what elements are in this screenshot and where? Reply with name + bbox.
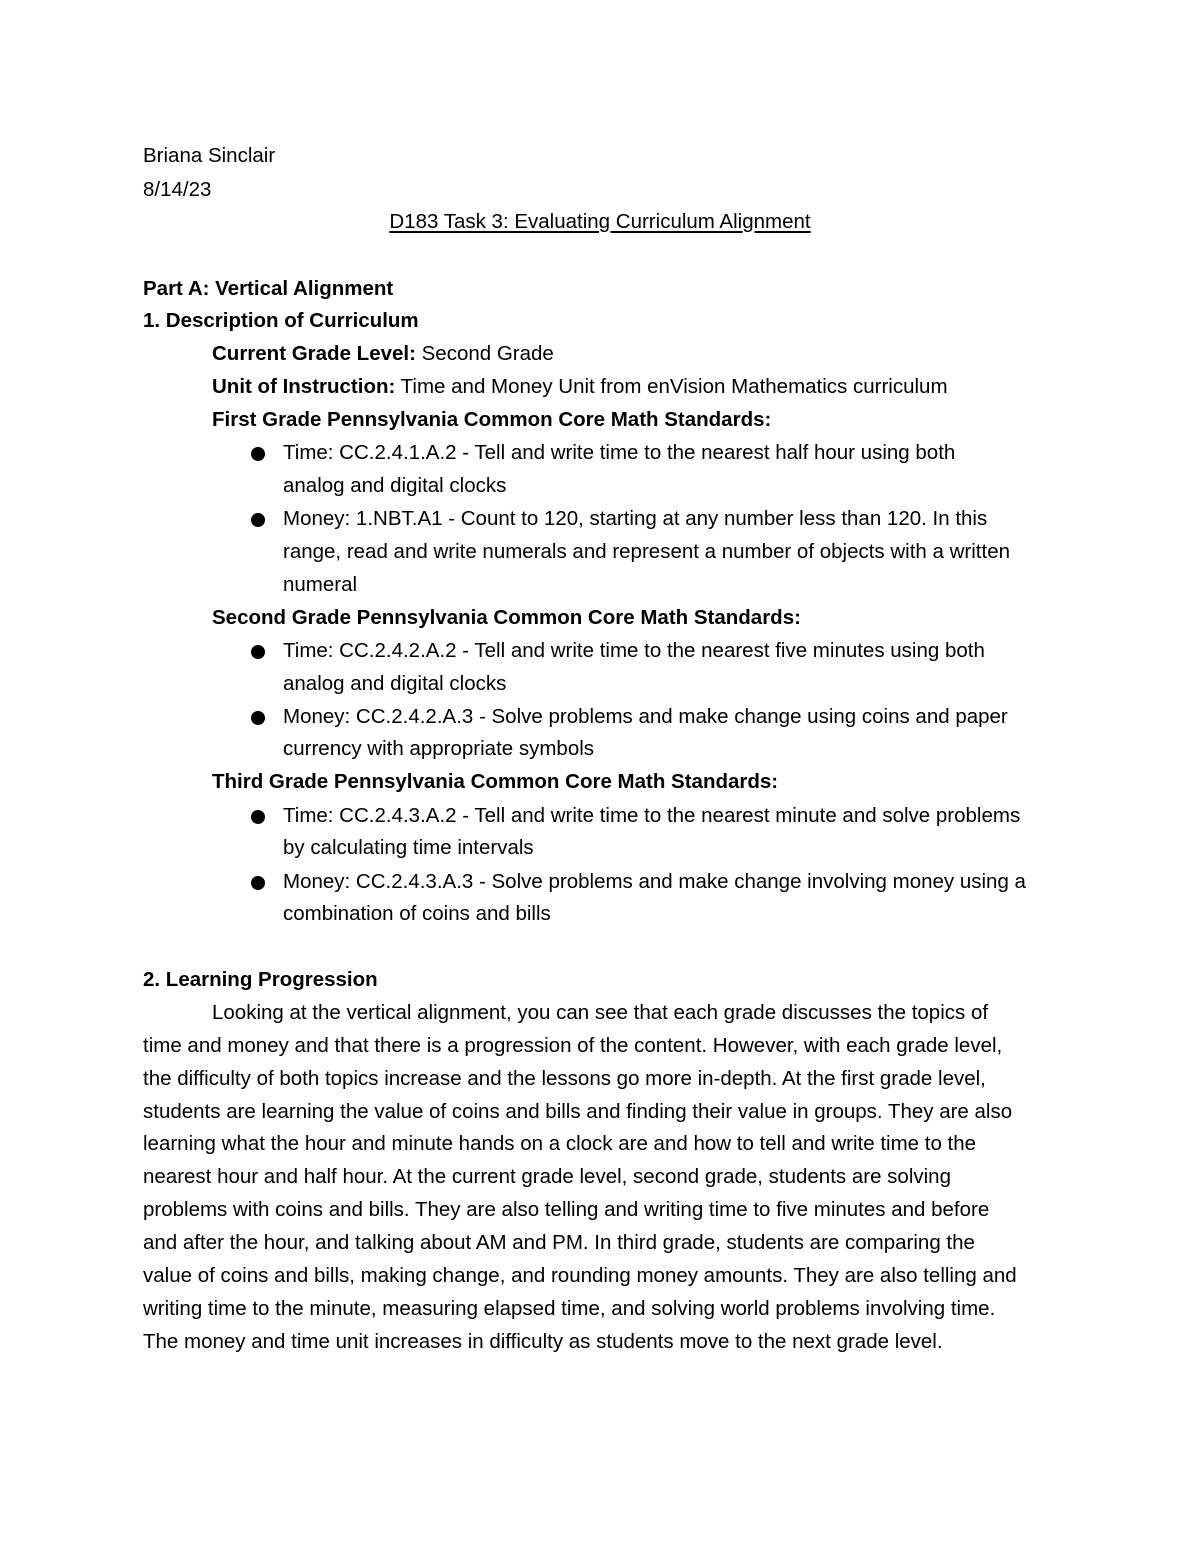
third-grade-money-line-2: combination of coins and bills (283, 902, 551, 925)
second-grade-time-line-1: Time: CC.2.4.2.A.2 - Tell and write time to the nearest five minutes using both (283, 639, 985, 662)
paragraph-line: writing time to the minute, measuring elapsed time, and solving world problems involving time. (143, 1297, 996, 1320)
second-grade-money-line-2: currency with appropriate symbols (283, 737, 595, 760)
first-grade-time-line-1: Time: CC.2.4.1.A.2 - Tell and write time to the nearest half hour using both (283, 441, 956, 464)
paragraph-line: value of coins and bills, making change, and rounding money amounts. They are also telling and (143, 1264, 1017, 1287)
paragraph-line: problems with coins and bills. They are also telling and writing time to five minutes and before (143, 1198, 990, 1221)
first-grade-money-line-1: Money: 1.NBT.A1 - Count to 120, starting at any number less than 120. In this (283, 507, 988, 530)
first-grade-heading: First Grade Pennsylvania Common Core Math Standards: (212, 408, 772, 431)
grade-value: Second Grade (415, 342, 554, 365)
bullet-icon (251, 447, 265, 461)
third-grade-time-line-1: Time: CC.2.4.3.A.2 - Tell and write time to the nearest minute and solve problems (283, 804, 1021, 827)
third-grade-heading: Third Grade Pennsylvania Common Core Math Standards: (212, 770, 779, 793)
second-grade-money-line-1: Money: CC.2.4.2.A.3 - Solve problems and make change using coins and paper (283, 705, 1008, 728)
bullet-icon (251, 810, 265, 824)
unit-value: Time and Money Unit from enVision Mathematics curriculum (395, 375, 948, 398)
bullet-icon (251, 513, 265, 527)
section-2-heading: 2. Learning Progression (143, 968, 378, 991)
section-1-heading: 1. Description of Curriculum (143, 309, 419, 332)
paragraph-line: time and money and that there is a progression of the content. However, with each grade level, (143, 1034, 1003, 1057)
paragraph-line: and after the hour, and talking about AM and PM. In third grade, students are comparing the (143, 1231, 975, 1254)
author-name: Briana Sinclair (143, 144, 276, 167)
document-title (0, 209, 1200, 235)
third-grade-money-line-1: Money: CC.2.4.3.A.3 - Solve problems and make change involving money using a (283, 870, 1026, 893)
paragraph-line: The money and time unit increases in difficulty as students move to the next grade level. (143, 1330, 943, 1353)
bullet-icon (251, 645, 265, 659)
unit-of-instruction (212, 374, 948, 400)
part-a-heading: Part A: Vertical Alignment (143, 277, 394, 300)
paragraph-line: students are learning the value of coins and bills and finding their value in groups. They are also (143, 1100, 1013, 1123)
second-grade-time-line-2: analog and digital clocks (283, 672, 507, 695)
paragraph-line: learning what the hour and minute hands on a clock are and how to tell and write time to the (143, 1132, 977, 1155)
third-grade-time-line-2: by calculating time intervals (283, 836, 534, 859)
document-date: 8/14/23 (143, 178, 212, 201)
first-grade-money-line-3: numeral (283, 573, 358, 596)
paragraph-line: nearest hour and half hour. At the current grade level, second grade, students are solving (143, 1165, 951, 1188)
paragraph-line: the difficulty of both topics increase and the lessons go more in-depth. At the first grade level, (143, 1067, 986, 1090)
document-title-text: D183 Task 3: Evaluating Curriculum Alignment (389, 210, 811, 233)
bullet-icon (251, 876, 265, 890)
first-grade-time-line-2: analog and digital clocks (283, 474, 507, 497)
grade-label: Current Grade Level: (212, 342, 416, 365)
first-grade-money-line-2: range, read and write numerals and represent a number of objects with a written (283, 540, 1010, 563)
second-grade-heading: Second Grade Pennsylvania Common Core Math Standards: (212, 606, 801, 629)
paragraph-line: Looking at the vertical alignment, you can see that each grade discusses the topics of (212, 1001, 989, 1024)
bullet-icon (251, 711, 265, 725)
current-grade-level (212, 341, 554, 367)
unit-label: Unit of Instruction: (212, 375, 396, 398)
